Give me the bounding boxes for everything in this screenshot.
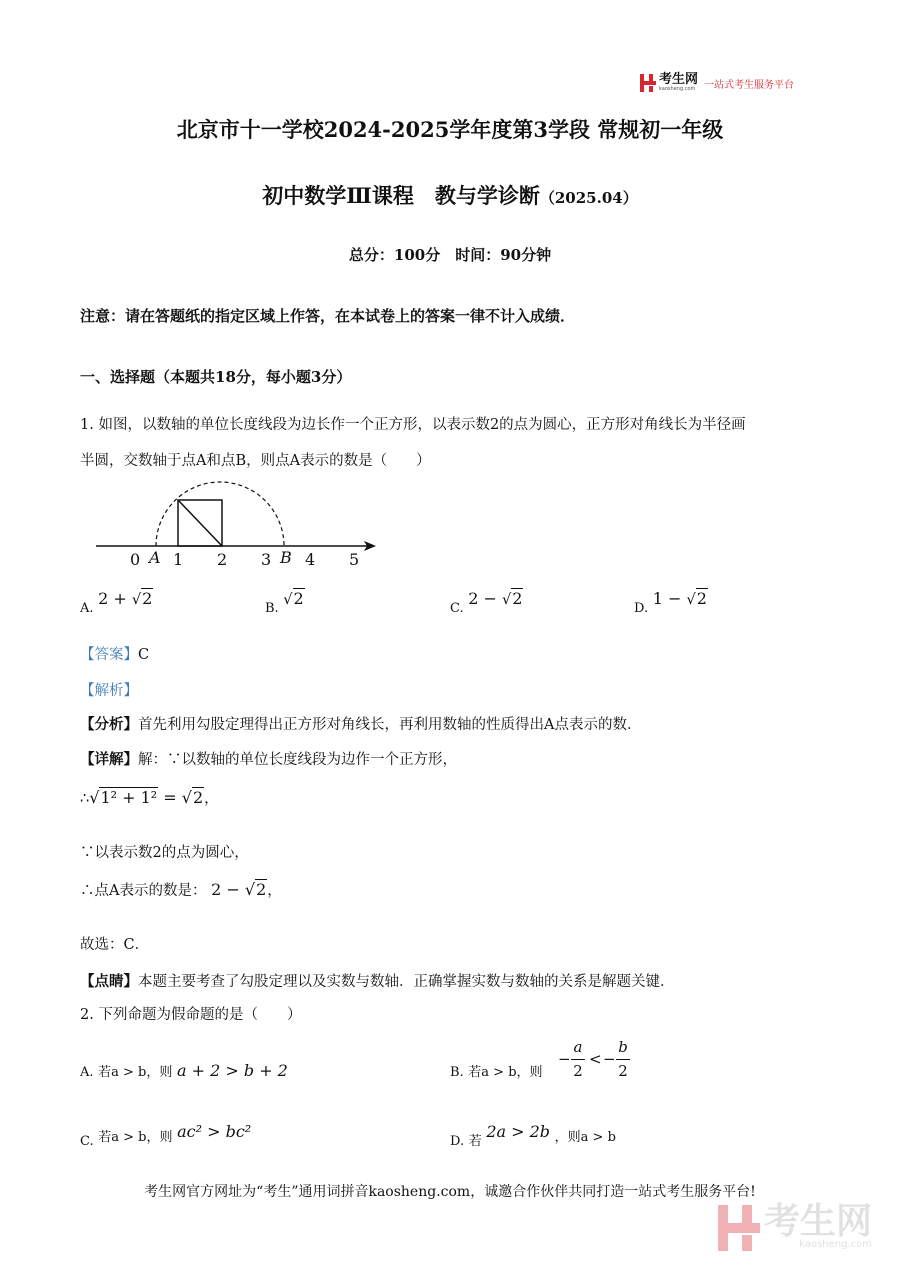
watermark-icon [718,1205,760,1251]
logo-slogan: 一站式考生服务平台 [704,79,795,91]
point-label-B: B [280,548,292,567]
logo-icon [640,74,656,92]
q1-analysis-tag: 【解析】 [80,683,138,699]
q1-fenxi: 【分析】首先利用勾股定理得出正方形对角线长，再利用数轴的性质得出A点表示的数． [80,716,642,733]
q1-step2: ∵以表示数2的点为圆心， [80,845,249,861]
q1-answer: 【答案】C [80,647,150,663]
tick-label-0: 0 [130,550,141,569]
q1-stem-line2: 半圆，交数轴于点A和点B，则点A表示的数是（ ） [80,453,431,469]
q1-step3: ∴点A表示的数是： 2 − √2， [80,880,282,899]
exam-meta: 总分：100分 时间：90分钟 [348,246,552,264]
footer-promo: 考生网官方网址为“考生”通用词拼音kaosheng.com，诚邀合作伙伴共同打造一站式考生服务平台! [144,1184,756,1200]
q2-option-d: D. 若 2a > 2b ，则a > b [450,1122,616,1149]
logo-name: 考生网 [659,72,699,87]
watermark-logo [718,1198,872,1258]
tick-label-4: 4 [305,550,316,569]
section-title: 一、选择题（本题共18分，每小题3分） [80,368,352,386]
tick-label-1: 1 [173,550,184,569]
q1-dianjing: 【点睛】本题主要考查了勾股定理以及实数与数轴．正确掌握实数与数轴的关系是解题关键． [80,973,675,990]
q1-option-d: D. 1 − √2 [634,589,707,616]
tick-label-3: 3 [261,550,272,569]
q2-option-c: C. 若a > b，则 ac² > bc² [80,1122,252,1149]
tick-label-2: 2 [217,550,228,569]
subtitle-text: 初中数学Ⅲ课程 教与学诊断 [262,183,540,208]
q2-option-b-expr: − a 2 < − b 2 [558,1038,638,1084]
page-subtitle [0,180,900,210]
q1-stem-line1: 1. 如图，以数轴的单位长度线段为边长作一个正方形，以表示数2的点为圆心，正方形对角线长为半径画 [80,417,746,433]
watermark-domain: kaosheng.com [799,1239,873,1250]
q1-step1: ∴√1² + 1² = √2， [80,788,219,807]
logo-domain: kaosheng.com [659,86,696,92]
q2-option-a: A. 若a > b，则 a + 2 > b + 2 [80,1061,288,1080]
number-line-figure [90,478,390,573]
square-diagonal [178,500,222,546]
notice: 注意：请在答题纸的指定区域上作答，在本试卷上的答案一律不计入成绩． [80,307,576,325]
point-label-A: A [149,548,161,567]
page-title: 北京市十一学校2024-2025学年度第3学段 常规初一年级 [176,117,724,142]
tick-label-5: 5 [349,550,360,569]
q1-xiangjie: 【详解】解：∵以数轴的单位长度线段为边作一个正方形， [80,751,457,768]
q2-stem: 2. 下列命题为假命题的是（ ） [80,1007,302,1023]
q1-choose: 故选：C． [80,937,150,953]
subtitle-date: （2025.04） [539,189,638,207]
q1-option-c: C. 2 − √2 [450,589,523,616]
q2-option-b-cond: B. 若a > b，则 [450,1065,543,1080]
semicircle [156,482,284,546]
q1-option-a: A. 2 + √2 [80,589,153,616]
brand-logo [640,72,794,94]
q1-option-b: B. √2 [265,589,304,616]
watermark-name: 考生网 [764,1201,873,1242]
